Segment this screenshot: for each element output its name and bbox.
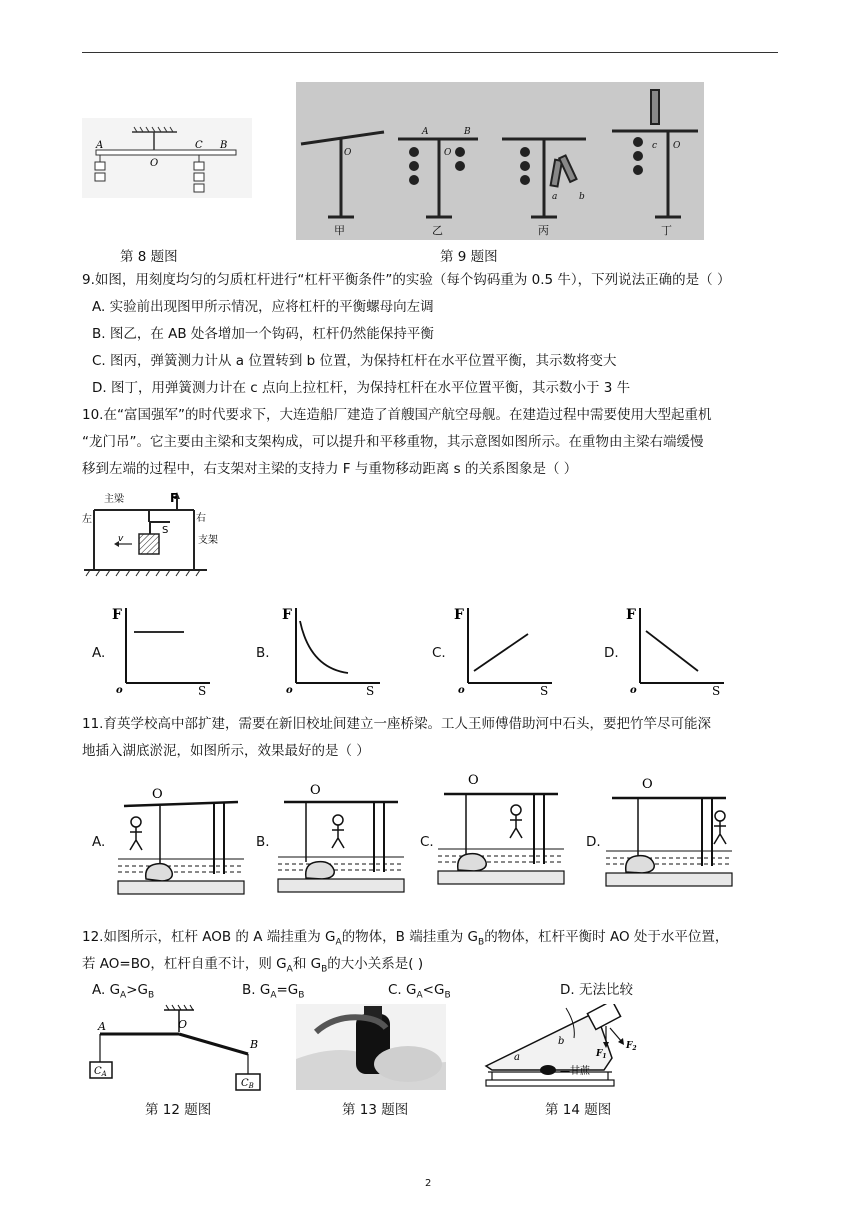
q10-option-a-label: A. <box>92 645 106 661</box>
fig14-label-a: a <box>514 1052 520 1063</box>
q11-option-a-label: A. <box>92 834 106 850</box>
q10-c-origin: o <box>458 685 465 695</box>
figure-8 <box>82 118 252 198</box>
fig12-caption: 第 12 题图 <box>145 1102 212 1118</box>
q10-graph-a <box>110 603 220 695</box>
figure-13-photo <box>296 1004 446 1090</box>
q10-b-origin: o <box>286 685 293 695</box>
fig10-label-left: 左 <box>82 514 92 525</box>
fig8-label-c: C <box>195 140 203 151</box>
fig9-caption: 第 9 题图 <box>440 249 498 265</box>
q10-graph-c <box>452 603 562 695</box>
q11-figure-d <box>604 772 734 888</box>
q11-option-b-label: B. <box>256 834 270 850</box>
fig9-panel-yi: 乙 <box>432 224 443 237</box>
fig9-label-a-pos: a <box>552 192 558 202</box>
q10-d-origin: o <box>630 685 637 695</box>
q10-c-axis-f: F <box>454 607 464 623</box>
fig9-label-b-pos: b <box>579 192 585 202</box>
fig14-label-f1: $F_1$ <box>596 1049 607 1060</box>
page-number: 2 <box>425 1178 432 1189</box>
fig12-weight-c-a: $C_A$ <box>94 1066 107 1078</box>
fig10-label-f: F <box>170 491 179 505</box>
fig12-label-b: B <box>250 1038 259 1051</box>
q10-option-c-label: C. <box>432 645 446 661</box>
fig10-label-s: S <box>162 525 169 536</box>
q11-stem-line-2: 地插入湖底淤泥，如图所示，效果最好的是（ ） <box>82 743 370 759</box>
q11-option-c-label: C. <box>420 834 434 850</box>
q10-b-axis-f: F <box>282 607 292 623</box>
fig13-caption: 第 13 题图 <box>342 1102 409 1118</box>
q11-figure-a <box>116 784 246 900</box>
fig12-weight-c-b: $C_B$ <box>241 1078 254 1090</box>
fig9-label-b: B <box>464 127 471 137</box>
fig8-label-a: A <box>96 140 104 151</box>
q12-option-a: A. $G_A>G_B$ <box>92 982 155 1001</box>
q10-a-axis-f: F <box>112 607 122 623</box>
q10-d-axis-s: S <box>712 684 721 695</box>
fig9-label-a: A <box>422 127 429 137</box>
fig14-label-sugarcane: —甘蔗 <box>560 1066 590 1077</box>
q11-option-d-label: D. <box>586 834 601 850</box>
fig10-label-v: v <box>118 534 124 544</box>
q9-option-d: D. 图丁，用弹簧测力计在 c 点向上拉杠杆，为保持杠杆在水平位置平衡，其示数小于 3 牛 <box>92 380 631 396</box>
fig9-panel-ding: 丁 <box>661 224 672 237</box>
q9-stem: 9.如图，用刻度均匀的匀质杠杆进行“杠杆平衡条件”的实验（每个钩码重为 0.5 牛），下列说法正确的是（ ） <box>82 272 731 288</box>
fig9-label-c: c <box>652 141 658 151</box>
fig12-label-a: A <box>98 1020 106 1033</box>
q11-stem-line-1: 11.育英学校高中部扩建，需要在新旧校址间建立一座桥梁。工人王师傅借助河中石头，要把竹竿尽可能深 <box>82 716 711 732</box>
figure-10-crane <box>82 488 242 578</box>
fig8-caption: 第 8 题图 <box>120 249 178 265</box>
q11-d-pivot: O <box>642 777 653 792</box>
figure-14 <box>478 1004 668 1092</box>
fig12-label-o: O <box>178 1018 188 1031</box>
q10-option-d-label: D. <box>604 645 619 661</box>
q11-c-pivot: O <box>468 773 479 788</box>
q11-figure-b <box>276 780 406 896</box>
q11-a-pivot: O <box>152 787 163 802</box>
header-rule <box>82 52 778 53</box>
q10-graph-d <box>624 603 734 695</box>
fig9-label-o2: O <box>444 148 452 158</box>
q12-option-d: D. 无法比较 <box>560 982 633 998</box>
q10-graph-b <box>280 603 390 695</box>
fig10-label-main-beam: 主梁 <box>104 494 124 505</box>
fig8-label-o: O <box>150 158 159 169</box>
fig8-label-b: B <box>220 140 228 151</box>
fig9-label-o3: O <box>673 141 681 151</box>
fig10-label-support: 支架 <box>198 535 218 546</box>
figure-9 <box>296 82 704 240</box>
q10-c-axis-s: S <box>540 684 549 695</box>
q12-stem-line-1: 12.如图所示，杠杆 AOB 的 A 端挂重为 $G_A$的物体，B 端挂重为 $G_B$的物体，杠杆平衡时 AO 处于水平位置， <box>82 929 729 948</box>
q12-option-c: C. $G_A<G_B$ <box>388 982 451 1001</box>
q10-stem-line-3: 移到左端的过程中，右支架对主梁的支持力 F 与重物移动距离 s 的关系图象是（ ） <box>82 461 578 477</box>
fig10-label-right: 右 <box>196 513 206 524</box>
q9-option-a: A. 实验前出现图甲所示情况，应将杠杆的平衡螺母向左调 <box>92 299 434 315</box>
q10-stem-line-1: 10.在“富国强军”的时代要求下，大连造船厂建造了首艘国产航空母舰。在建造过程中需要使用大型起重机 <box>82 407 712 423</box>
q11-b-pivot: O <box>310 783 321 798</box>
q10-a-origin: o <box>116 685 123 695</box>
fig9-panel-jia: 甲 <box>334 224 345 237</box>
fig9-panel-bing: 丙 <box>538 224 549 237</box>
q9-option-b: B. 图乙，在 AB 处各增加一个钩码，杠杆仍然能保持平衡 <box>92 326 434 342</box>
fig14-caption: 第 14 题图 <box>545 1102 612 1118</box>
q10-option-b-label: B. <box>256 645 270 661</box>
q11-figure-c <box>436 770 566 886</box>
q12-stem-line-2: 若 AO=BO，杠杆自重不计，则 $G_A$和 $G_B$的大小关系是( ) <box>82 956 424 975</box>
fig9-label-o1: O <box>344 148 352 158</box>
q12-option-b: B. $G_A=G_B$ <box>242 982 305 1001</box>
figure-12 <box>86 1004 276 1092</box>
q10-stem-line-2: “龙门吊”。它主要由主梁和支架构成，可以提升和平移重物，其示意图如图所示。在重物由主梁右端缓慢 <box>82 434 704 450</box>
q10-b-axis-s: S <box>366 684 375 695</box>
q9-option-c: C. 图丙，弹簧测力计从 a 位置转到 b 位置，为保持杠杆在水平位置平衡，其示数将变大 <box>92 353 617 369</box>
fig14-label-f2: $F_2$ <box>626 1041 637 1052</box>
q10-a-axis-s: S <box>198 684 207 695</box>
fig14-label-b: b <box>558 1036 565 1047</box>
q10-d-axis-f: F <box>626 607 636 623</box>
